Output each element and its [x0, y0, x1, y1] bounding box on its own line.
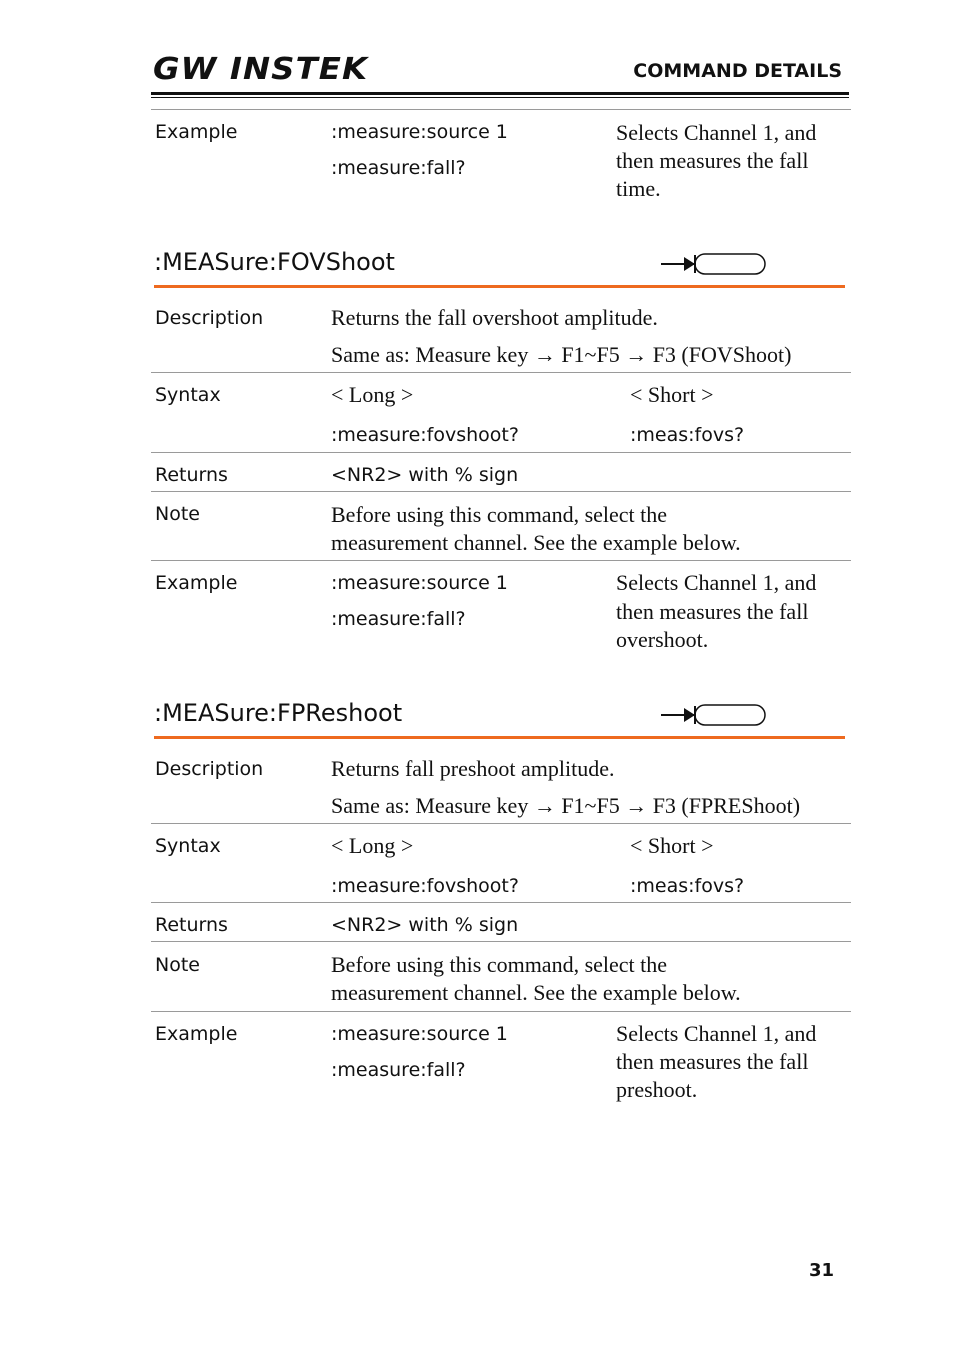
note-text: measurement channel. See the example below. [331, 530, 741, 555]
example-desc: then measures the fall [616, 599, 809, 624]
note-text: Before using this command, select the [331, 952, 668, 977]
example-line: :measure:source 1 [331, 1023, 508, 1045]
description-text: Returns the fall overshoot amplitude. [331, 305, 658, 330]
long-header: < Long > [331, 382, 414, 407]
example-line: :measure:fall? [331, 608, 466, 630]
example-desc: then measures the fall [616, 148, 809, 173]
divider [151, 823, 851, 824]
divider [151, 109, 851, 110]
header-rule-thin [151, 97, 849, 98]
same-as-text: Same as: Measure key → F1~F5 → F3 (FPREShoot) [331, 793, 801, 818]
long-header: < Long > [331, 833, 414, 858]
divider [151, 902, 851, 903]
divider [151, 560, 851, 561]
example-desc: then measures the fall [616, 1049, 809, 1074]
description-text: Returns fall preshoot amplitude. [331, 756, 615, 781]
example-desc: overshoot. [616, 627, 709, 652]
short-header: < Short > [630, 382, 714, 407]
note-label: Note [155, 503, 200, 525]
divider [151, 452, 851, 453]
example-desc: Selects Channel 1, and [616, 120, 817, 145]
section-title: COMMAND DETAILS [633, 60, 842, 82]
returns-value: <NR2> with % sign [331, 914, 519, 936]
returns-label: Returns [155, 464, 228, 486]
note-text: Before using this command, select the [331, 502, 668, 527]
example-label: Example [155, 121, 238, 143]
example-desc: Selects Channel 1, and [616, 1021, 817, 1046]
long-command: :measure:fovshoot? [331, 424, 519, 446]
syntax-label: Syntax [155, 835, 221, 857]
description-label: Description [155, 307, 264, 329]
title-underline [154, 736, 845, 739]
query-arrow-icon [660, 252, 766, 276]
divider [151, 1011, 851, 1012]
note-label: Note [155, 954, 200, 976]
returns-value: <NR2> with % sign [331, 464, 519, 486]
divider [151, 941, 851, 942]
divider [151, 491, 851, 492]
same-as-text: Same as: Measure key → F1~F5 → F3 (FOVShoot) [331, 342, 792, 367]
example-label: Example [155, 572, 238, 594]
page-number: 31 [808, 1260, 834, 1281]
brand-logo: GW INSTEK [153, 52, 369, 87]
command-title: :MEASure:FPReshoot [154, 699, 403, 727]
example-desc: time. [616, 176, 661, 201]
example-desc: preshoot. [616, 1077, 698, 1102]
example-label: Example [155, 1023, 238, 1045]
example-line: :measure:fall? [331, 157, 466, 179]
example-line: :measure:source 1 [331, 572, 508, 594]
short-command: :meas:fovs? [630, 875, 745, 897]
query-arrow-icon [660, 703, 766, 727]
header-rule [151, 92, 849, 95]
note-text: measurement channel. See the example below. [331, 980, 741, 1005]
long-command: :measure:fovshoot? [331, 875, 519, 897]
command-title: :MEASure:FOVShoot [154, 248, 395, 276]
title-underline [154, 285, 845, 288]
returns-label: Returns [155, 914, 228, 936]
description-label: Description [155, 758, 264, 780]
short-command: :meas:fovs? [630, 424, 745, 446]
syntax-label: Syntax [155, 384, 221, 406]
example-line: :measure:source 1 [331, 121, 508, 143]
divider [151, 372, 851, 373]
short-header: < Short > [630, 833, 714, 858]
example-line: :measure:fall? [331, 1059, 466, 1081]
example-desc: Selects Channel 1, and [616, 570, 817, 595]
